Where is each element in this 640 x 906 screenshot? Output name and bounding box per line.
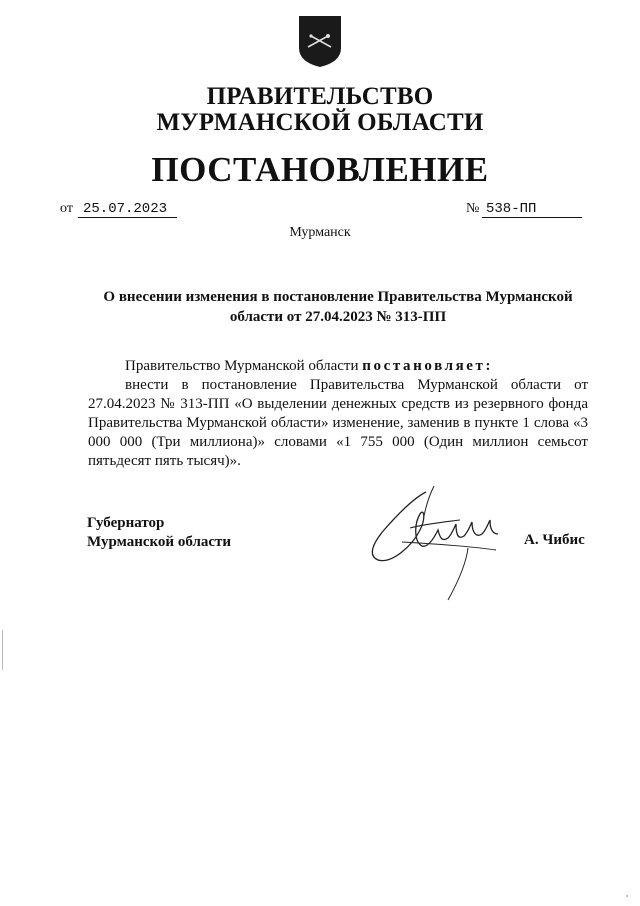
signatory-title-line2: Мурманской области xyxy=(87,534,232,550)
organization-name-line2: МУРМАНСКОЙ ОБЛАСТИ xyxy=(156,109,484,136)
decree-intro-text: Правительство Мурманской области xyxy=(125,358,359,374)
document-number: 538-ПП xyxy=(482,201,582,218)
date-prefix: от xyxy=(60,201,73,216)
document-date: 25.07.2023 xyxy=(78,201,177,218)
organization-name-line1: ПРАВИТЕЛЬСТВО xyxy=(206,83,434,110)
subject-line2: области от 27.04.2023 № 313-ПП xyxy=(229,309,447,325)
decree-text-paragraph: внести в постановление Правительства Мурманской области от 27.04.2023 № 313-ПП «О выделении денежных средств из резервного фонда Правительства Мурманской области» изменение, заменив в пункте 1 слова «3 000 000 (Три миллиона)» словами «1 755 000 (Один миллион семьсот пятьдесят пять тысяч)». xyxy=(88,377,588,469)
scan-speck xyxy=(626,895,628,897)
handwritten-signature xyxy=(364,484,504,604)
decree-intro-paragraph xyxy=(88,357,588,376)
signatory-title-line1: Губернатор xyxy=(87,515,165,531)
document-body xyxy=(88,357,588,471)
signatory-title xyxy=(87,514,231,552)
document-subject xyxy=(100,287,576,327)
signatory-name: А. Чибис xyxy=(524,532,585,548)
decree-word: постановляет: xyxy=(362,358,494,374)
document-type-title: ПОСТАНОВЛЕНИЕ xyxy=(151,150,489,189)
city-name: Мурманск xyxy=(289,225,351,240)
subject-line1: О внесении изменения в постановление Правительства Мурманской xyxy=(103,289,573,305)
scan-edge-mark xyxy=(2,630,3,670)
number-prefix: № xyxy=(466,201,480,216)
coat-of-arms-emblem xyxy=(297,14,343,68)
